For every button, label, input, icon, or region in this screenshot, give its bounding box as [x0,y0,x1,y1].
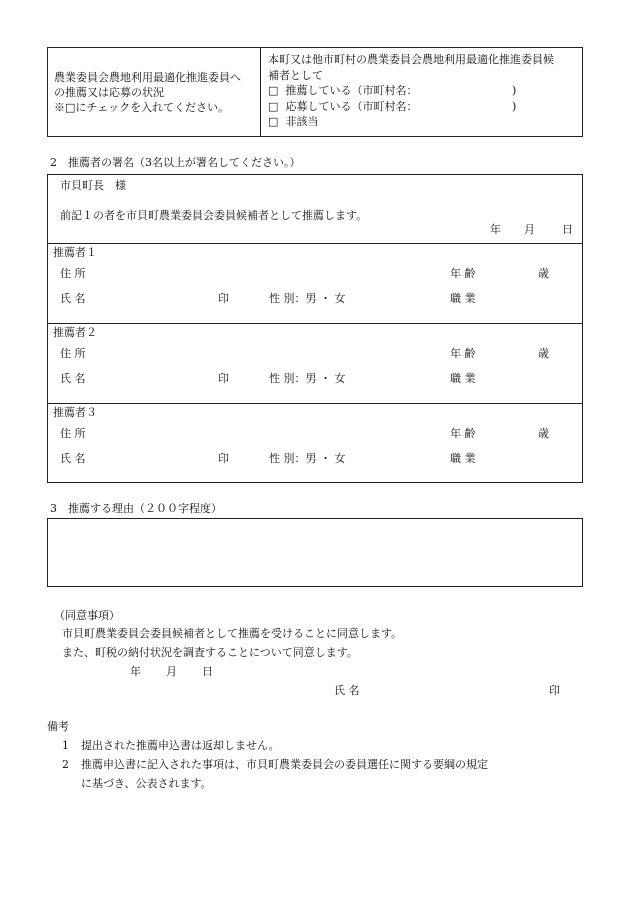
option-label: 応募している（市町村名： [285,99,418,113]
remark-number: 1 [62,739,69,752]
recommender-row-1 [48,243,582,323]
option-applied [268,99,554,115]
remarks-heading: 備考 [47,720,69,733]
option-checkbox-applied[interactable]: □ [268,99,279,113]
seal-mark: 印 [218,372,229,385]
recommender-title: 推薦者１ [53,246,97,259]
option-label: 推薦している（市町村名： [285,84,418,97]
occupation-label: 職 業 [450,292,476,305]
seal-mark: 印 [218,292,229,305]
option-label: 非該当 [285,115,319,128]
address-label: 住 所 [60,347,86,360]
occupation-label: 職 業 [450,372,476,385]
status-options-cell [262,48,582,136]
consent-heading: （同意事項） [54,609,120,622]
recommender-title: 推薦者３ [53,406,97,419]
addressee: 市貝町長 様 [60,179,126,192]
consent-line-1: 市貝町農業委員会委員候補者として推薦を受けることに同意します。 [62,627,403,640]
seal-mark: 印 [218,452,229,465]
remark-text: 推薦申込書に記入された事項は、市貝町農業委員会の委員選任に関する要綱の規定 [81,758,488,771]
gender-field: 性 別：男 ・ 女 [269,372,346,385]
age-label: 年 齢 [450,347,476,360]
remark-text-continued: に基づき、公表されます。 [81,777,212,790]
recommender-row-2 [48,323,582,403]
status-label-line: の推薦又は応募の状況 [54,86,164,99]
address-label: 住 所 [60,267,86,280]
remark-text: 提出された推薦申込書は返却しません。 [81,739,280,752]
recommender-title: 推薦者２ [53,326,97,339]
status-heading-line: 補者として [268,68,323,82]
gender-field: 性 別：男 ・ 女 [269,292,346,305]
status-table [47,47,583,137]
consent-name-label: 氏 名 [334,684,360,697]
section3-heading: 3 推薦する理由（２００字程度） [50,502,222,515]
option-checkbox-not-applicable[interactable]: □ [268,115,279,128]
name-label: 氏 名 [60,372,86,385]
age-label: 年 齢 [450,427,476,440]
status-label-line: 農業委員会農地利用最適化推進委員へ [54,71,241,84]
section2-heading: 2 推薦者の署名（3名以上が署名してください。） [50,156,301,169]
remark-number: 2 [62,758,69,771]
date-day-label: 日 [562,223,573,236]
date-year-label: 年 [490,223,501,236]
recommender-row-3 [48,403,582,483]
consent-line-2: また、町税の納付状況を調査することについて同意します。 [62,646,358,659]
occupation-label: 職 業 [450,452,476,465]
age-label: 年 齢 [450,267,476,280]
consent-date-year: 年 [130,665,141,678]
age-unit: 歳 [538,267,549,280]
option-recommended [268,83,554,99]
consent-date-month: 月 [166,665,177,678]
age-unit: 歳 [538,347,549,360]
date-month-label: 月 [524,223,535,236]
option-close-paren: ) [512,84,517,97]
status-heading-line: 本町又は他市町村の農業委員会農地利用最適化推進委員候 [268,53,554,66]
option-close-paren: ) [512,99,517,113]
consent-seal-mark: 印 [549,684,560,697]
recommend-statement: 前記１の者を市貝町農業委員会委員候補者として推薦します。 [60,209,368,222]
recommender-box [47,174,583,483]
status-label-line: ※□にチェックを入れてください。 [54,101,230,114]
gender-field: 性 別：男 ・ 女 [269,452,346,465]
age-unit: 歳 [538,427,549,440]
address-label: 住 所 [60,427,86,440]
reason-input-box[interactable] [47,518,583,587]
consent-date-day: 日 [202,665,213,678]
status-label-cell [48,48,261,136]
option-checkbox-recommended[interactable]: □ [268,84,279,97]
name-label: 氏 名 [60,292,86,305]
name-label: 氏 名 [60,452,86,465]
option-not-applicable [268,114,554,130]
